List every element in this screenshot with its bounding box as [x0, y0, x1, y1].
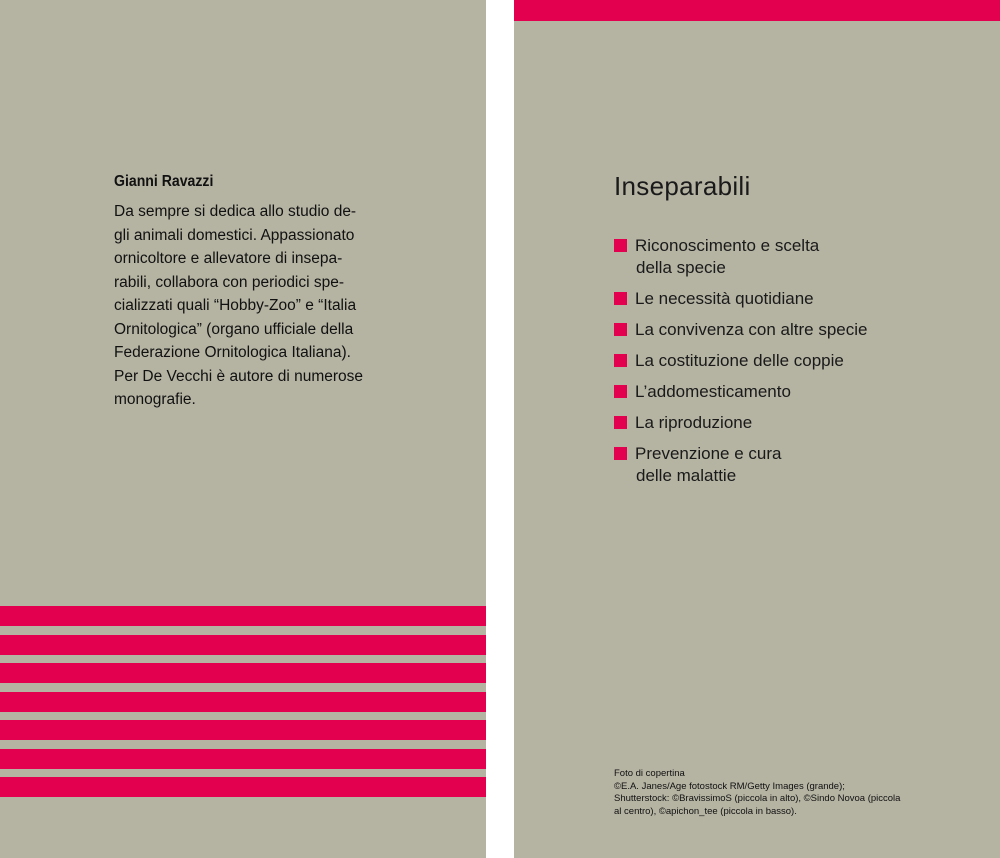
- credits-line: Foto di copertina: [614, 768, 685, 779]
- bio-line: cializzati quali “Hobby-Zoo” e “Italia: [114, 297, 357, 314]
- bio-line: Ornitologica” (organo ufficiale della: [114, 320, 354, 338]
- contents-item: [614, 412, 954, 434]
- contents-list: [614, 235, 954, 496]
- bio-line: monografie.: [114, 391, 196, 408]
- bio-line: Da sempre si dedica allo studio de-: [114, 203, 357, 220]
- contents-item-line: delle malattie: [636, 466, 737, 485]
- bio-line: ornicoltore e allevatore di insepa-: [114, 250, 343, 267]
- author-block: [114, 172, 380, 412]
- square-bullet-icon: [614, 323, 627, 336]
- stripe: [0, 720, 486, 740]
- contents-item-line: Le necessità quotidiane: [635, 289, 814, 308]
- contents-item: [614, 381, 954, 403]
- photo-credits: [614, 768, 914, 818]
- stripe: [0, 606, 486, 626]
- contents-item-line: La convivenza con altre specie: [635, 320, 868, 339]
- contents-item-line: Riconoscimento e scelta: [635, 236, 820, 255]
- square-bullet-icon: [614, 354, 627, 367]
- stripe: [0, 635, 486, 655]
- decorative-stripes: [0, 606, 486, 806]
- contents-item-line: La costituzione delle coppie: [635, 351, 844, 370]
- contents-item-line: L’addomesticamento: [635, 382, 791, 401]
- credits-line: ©E.A. Janes/Age fotostock RM/Getty Images (grande);: [614, 780, 845, 792]
- stripe: [0, 692, 486, 712]
- stripe: [0, 749, 486, 769]
- contents-item: [614, 288, 954, 310]
- square-bullet-icon: [614, 447, 627, 460]
- contents-item-line: Prevenzione e cura: [635, 444, 782, 463]
- contents-item: [614, 319, 954, 341]
- stripe: [0, 663, 486, 683]
- square-bullet-icon: [614, 385, 627, 398]
- contents-item: [614, 443, 954, 487]
- top-accent-bar: [514, 0, 1000, 21]
- contents-item: [614, 350, 954, 372]
- credits-line: Shutterstock: ©BravissimoS (piccola in alto), ©Sindo Novoa (piccola: [614, 793, 901, 804]
- book-title: Inseparabili: [614, 171, 751, 201]
- stripe: [0, 777, 486, 797]
- contents-item: [614, 235, 954, 279]
- author-bio: [114, 200, 380, 412]
- bio-line: gli animali domestici. Appassionato: [114, 226, 355, 244]
- credits-line: al centro), ©apichon_tee (piccola in basso).: [614, 805, 797, 817]
- contents-item-line: della specie: [636, 258, 726, 277]
- square-bullet-icon: [614, 416, 627, 429]
- bio-line: rabili, collabora con periodici spe-: [114, 273, 345, 291]
- bio-line: Federazione Ornitologica Italiana).: [114, 344, 351, 361]
- author-name: Gianni Ravazzi: [114, 173, 214, 190]
- bio-line: Per De Vecchi è autore di numerose: [114, 367, 363, 385]
- square-bullet-icon: [614, 292, 627, 305]
- contents-item-line: La riproduzione: [635, 413, 753, 432]
- square-bullet-icon: [614, 239, 627, 252]
